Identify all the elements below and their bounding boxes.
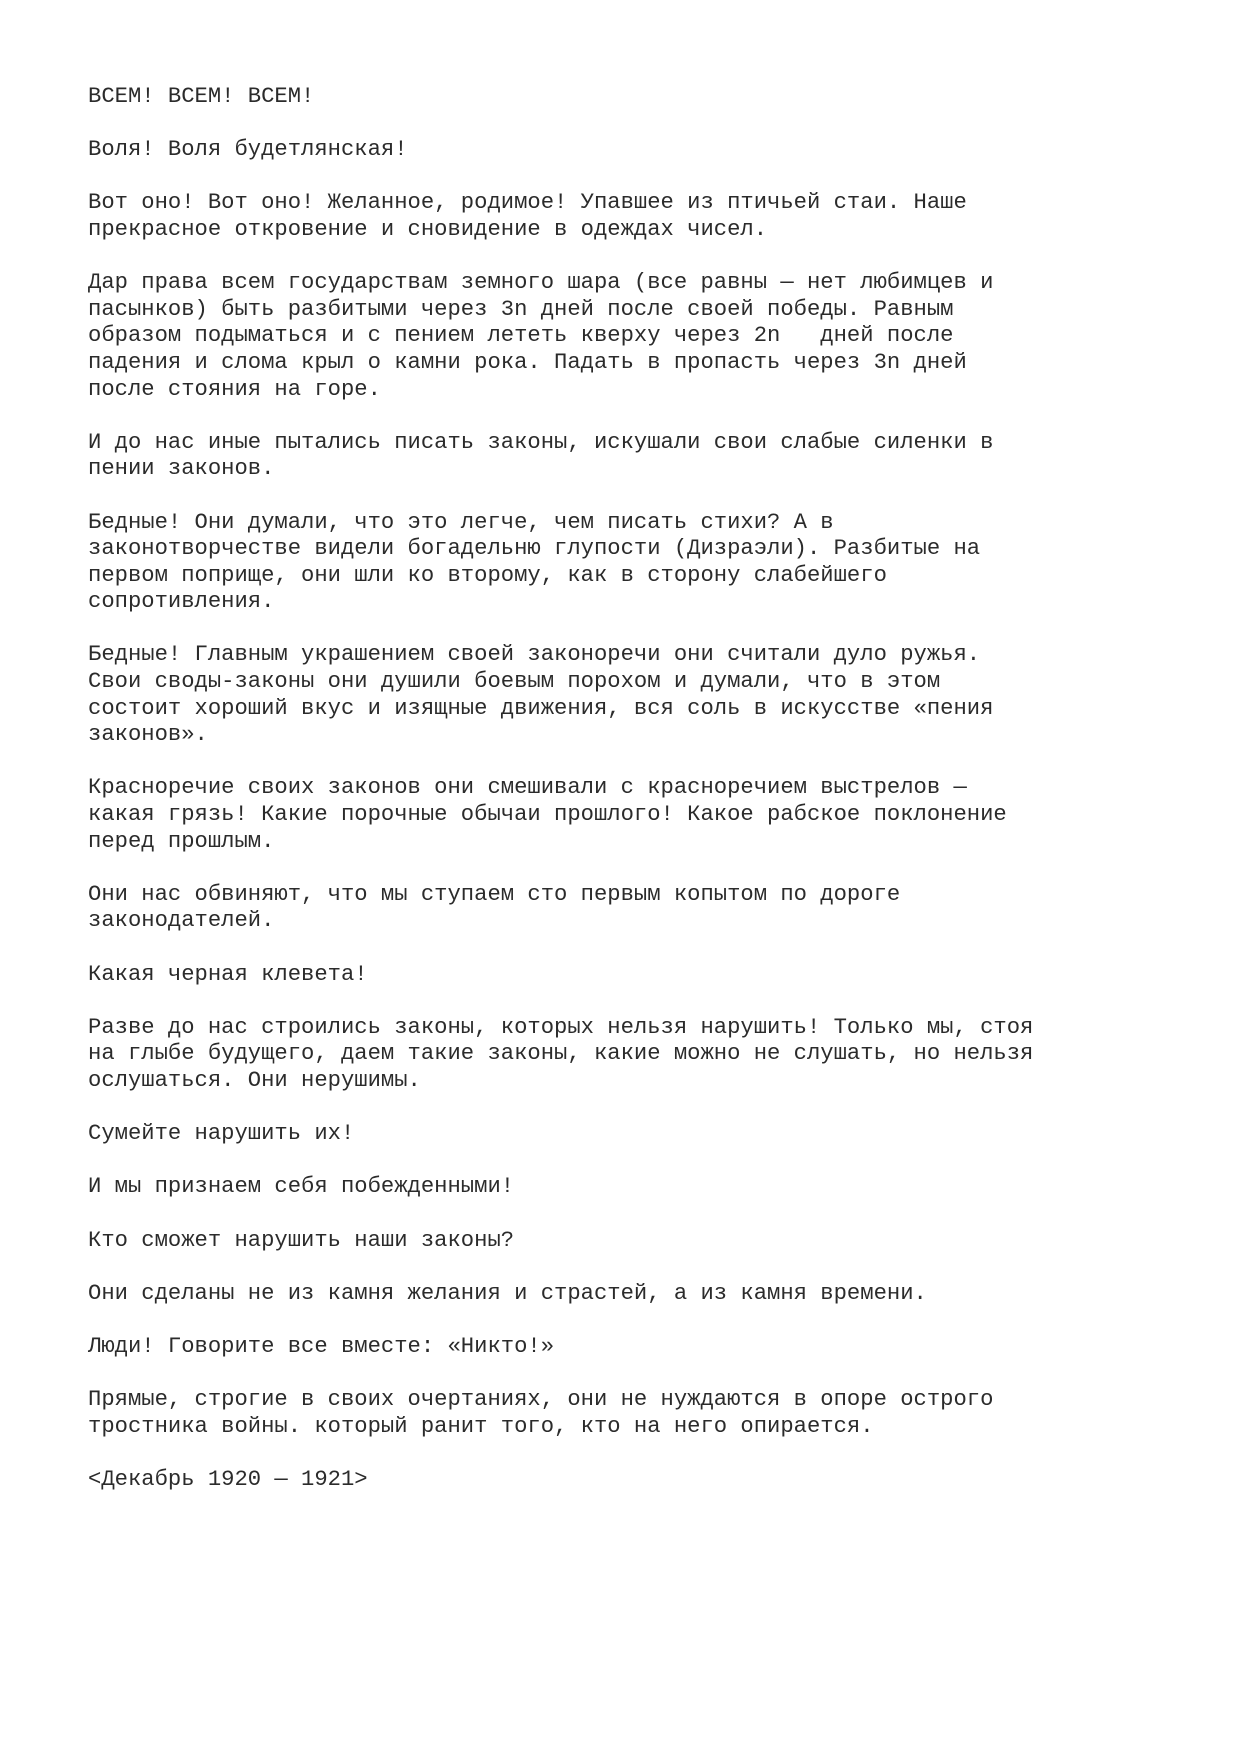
paragraph: Сумейте нарушить их! [88,1121,355,1147]
paragraph: Кто сможет нарушить наши законы? [88,1227,515,1253]
paragraph: Бедные! Они думали, что это легче, чем писать стихи? А в законотворчестве видели богадельню глупости (Дизраэли). Разбитые на первом поприще, они шли ко второму, как в сторону слабейшего сопротивления. [88,509,981,615]
paragraph: Бедные! Главным украшением своей законоречи они считали дуло ружья. Свои своды-законы они душили боевым порохом и думали, что в этом состоит хороший вкус и изящные движения, вся соль в искусстве «пения законов». [88,642,994,748]
paragraph: Вот оно! Вот оно! Желанное, родимое! Упавшее из птичьей стаи. Наше прекрасное откровение и сновидение в одеждах чисел. [88,190,967,242]
paragraph: Воля! Воля будетлянская! [88,137,408,163]
heading-line: ВСЕМ! ВСЕМ! ВСЕМ! [88,84,315,109]
paragraph: Какая черная клевета! [88,961,368,987]
paragraph: Они нас обвиняют, что мы ступаем сто первым копытом по дороге законодателей. [88,881,901,934]
text-body [88,84,1198,1520]
paragraph: Разве до нас строились законы, которых нельзя нарушить! Только мы, стоя на глыбе будущего, даем такие законы, какие можно не слушать, но нельзя ослушаться. Они нерушимы. [88,1014,1034,1093]
paragraph: Прямые, строгие в своих очертаниях, они не нуждаются в опоре острого тростника войны. который ранит того, кто на него опирается. [88,1387,994,1439]
date-line: <Декабрь 1920 — 1921> [88,1466,368,1492]
paragraph: И до нас иные пытались писать законы, искушали свои слабые силенки в пении законов. [88,429,994,482]
paragraph: Красноречие своих законов они смешивали с красноречием выстрелов — какая грязь! Какие порочные обычаи прошлого! Какое рабское поклонение перед прошлым. [88,775,1007,854]
paragraph: Дар права всем государствам земного шара (все равны — нет любимцев и пасынков) быть разбитыми через 3n дней после своей победы. Равным образом подыматься и с пением лететь кверху через 2n дней после падения и слома крыл о камни рока. Падать в пропасть через 3n дней после стояния на горе. [88,270,994,402]
paragraph: Они сделаны не из камня желания и страстей, а из камня времени. [88,1280,927,1306]
paragraph: Люди! Говорите все вместе: «Никто!» [88,1333,555,1359]
paragraph: И мы признаем себя побежденными! [88,1174,515,1200]
